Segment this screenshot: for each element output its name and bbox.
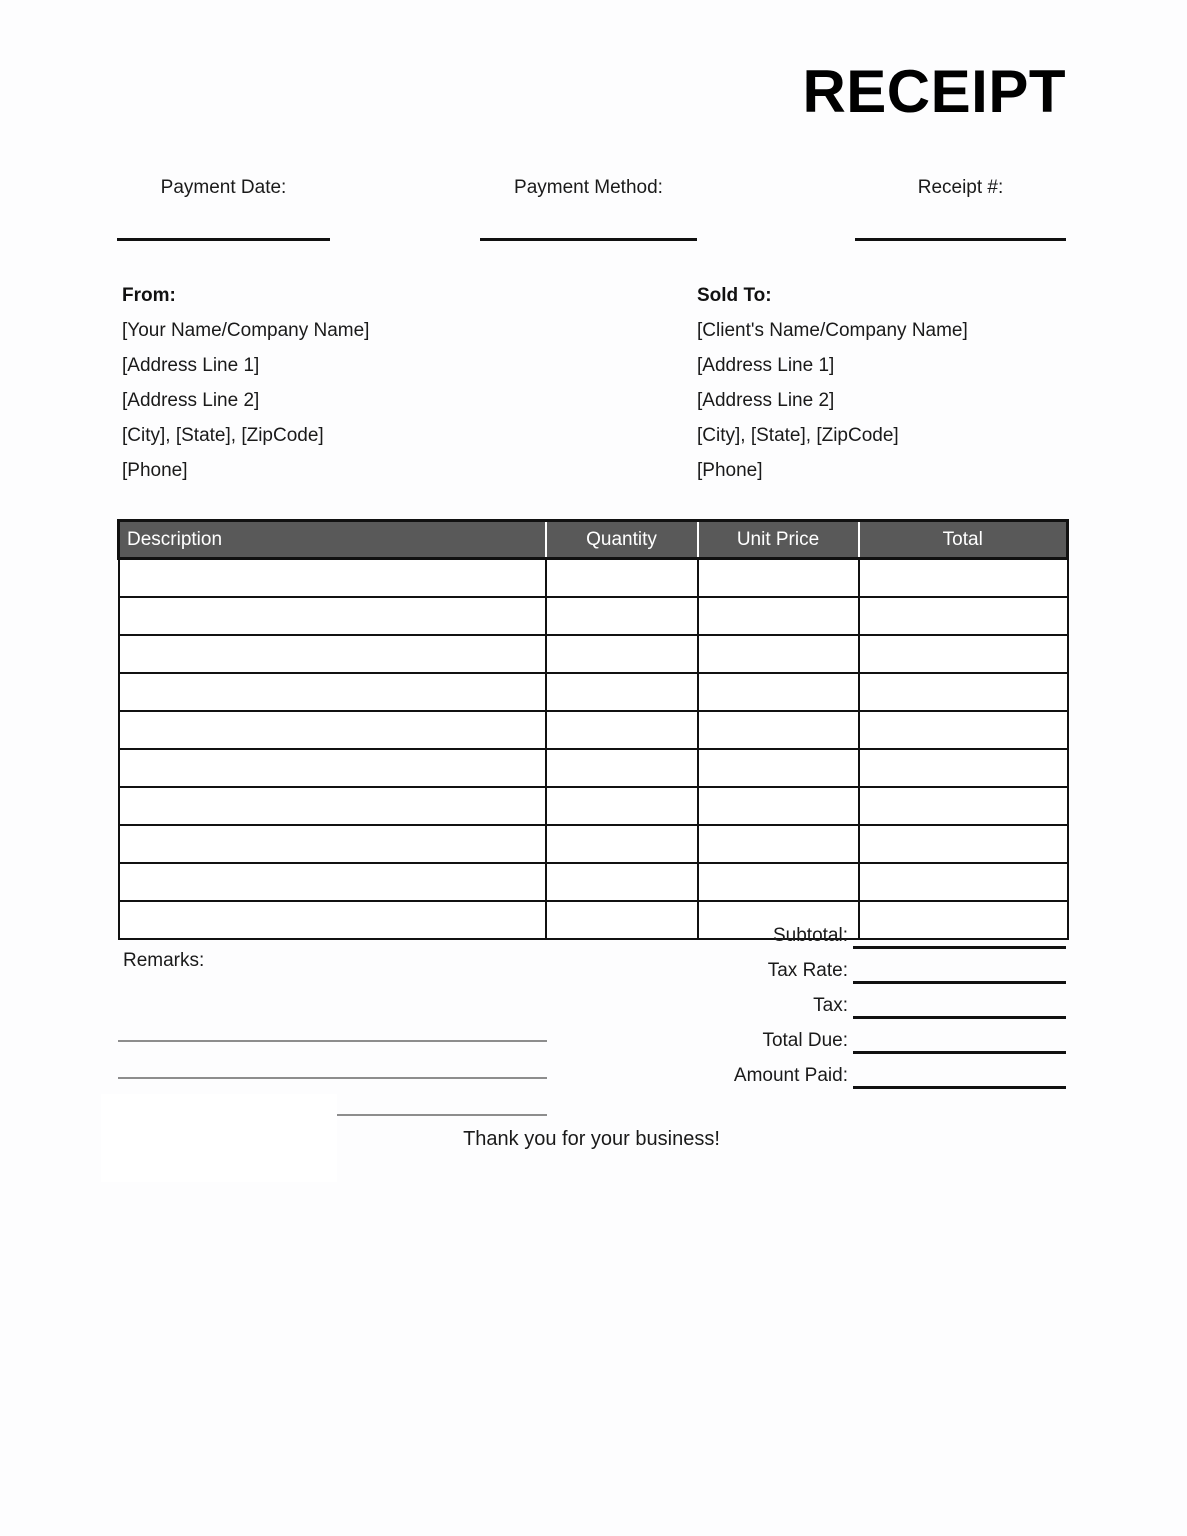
cell-quantity[interactable]: [546, 825, 698, 863]
amount-paid-row: [617, 1054, 1066, 1089]
sold-to-block: [697, 278, 1066, 488]
total-due-label: Total Due:: [762, 1030, 848, 1051]
column-header-description: Description: [119, 521, 546, 559]
table-row[interactable]: [119, 673, 1068, 711]
sold-to-line-3: [Address Line 2]: [697, 390, 835, 411]
remarks-line-2[interactable]: [118, 1042, 547, 1079]
cell-total[interactable]: [859, 673, 1068, 711]
cell-quantity[interactable]: [546, 749, 698, 787]
title-row: [117, 58, 1066, 125]
total-due-row: [617, 1019, 1066, 1054]
sold-to-line-5: [Phone]: [697, 460, 763, 481]
column-header-total: Total: [859, 521, 1068, 559]
cell-total[interactable]: [859, 559, 1068, 598]
remarks-label: Remarks:: [123, 950, 205, 971]
table-row[interactable]: [119, 863, 1068, 901]
page-title: RECEIPT: [802, 58, 1066, 125]
payment-method-input-rule[interactable]: [480, 238, 697, 241]
footer: [117, 1126, 1066, 1152]
from-line-4: [City], [State], [ZipCode]: [122, 425, 324, 446]
cell-description[interactable]: [119, 635, 546, 673]
table-row[interactable]: [119, 787, 1068, 825]
totals-section: [617, 914, 1066, 1089]
cell-total[interactable]: [859, 825, 1068, 863]
cell-quantity[interactable]: [546, 787, 698, 825]
from-line-1: [Your Name/Company Name]: [122, 320, 370, 341]
amount-paid-label: Amount Paid:: [733, 1065, 848, 1086]
tax-rate-row: [617, 949, 1066, 984]
cell-quantity[interactable]: [546, 635, 698, 673]
table-row[interactable]: [119, 559, 1068, 598]
cell-quantity[interactable]: [546, 597, 698, 635]
receipt-number-input-rule[interactable]: [855, 238, 1066, 241]
cell-total[interactable]: [859, 787, 1068, 825]
cell-unit-price[interactable]: [698, 673, 859, 711]
table-header-row: [119, 521, 1068, 559]
cell-unit-price[interactable]: [698, 787, 859, 825]
receipt-number-label: Receipt #:: [917, 177, 1004, 198]
subtotal-label: Subtotal:: [773, 925, 848, 946]
payment-method-label: Payment Method:: [514, 177, 663, 198]
tax-rate-value[interactable]: [853, 955, 1066, 984]
tax-row: [617, 984, 1066, 1019]
cell-description[interactable]: [119, 597, 546, 635]
payment-date-label: Payment Date:: [160, 177, 287, 198]
table-row[interactable]: [119, 711, 1068, 749]
tax-label: Tax:: [813, 995, 848, 1016]
cell-unit-price[interactable]: [698, 749, 859, 787]
cell-description[interactable]: [119, 749, 546, 787]
receipt-number-field[interactable]: [855, 176, 1066, 200]
table-row[interactable]: [119, 597, 1068, 635]
sold-to-line-2: [Address Line 1]: [697, 355, 835, 376]
payment-date-field[interactable]: [117, 176, 330, 200]
remarks-line-1[interactable]: [118, 1005, 547, 1042]
table-row[interactable]: [119, 749, 1068, 787]
column-header-quantity: Quantity: [546, 521, 698, 559]
subtotal-value[interactable]: [853, 920, 1066, 949]
subtotal-row: [617, 914, 1066, 949]
line-items-body: [119, 559, 1068, 940]
cell-description[interactable]: [119, 673, 546, 711]
cell-quantity[interactable]: [546, 863, 698, 901]
from-heading: From:: [122, 285, 176, 306]
cell-description[interactable]: [119, 901, 546, 939]
tax-rate-label: Tax Rate:: [767, 960, 848, 981]
amount-paid-value[interactable]: [853, 1060, 1066, 1089]
from-line-5: [Phone]: [122, 460, 188, 481]
line-items-table: [117, 519, 1069, 940]
table-row[interactable]: [119, 825, 1068, 863]
table-row[interactable]: [119, 635, 1068, 673]
cell-quantity[interactable]: [546, 673, 698, 711]
cell-total[interactable]: [859, 749, 1068, 787]
cell-total[interactable]: [859, 863, 1068, 901]
tax-value[interactable]: [853, 990, 1066, 1019]
cell-total[interactable]: [859, 711, 1068, 749]
from-line-2: [Address Line 1]: [122, 355, 260, 376]
sold-to-line-4: [City], [State], [ZipCode]: [697, 425, 899, 446]
total-due-value[interactable]: [853, 1025, 1066, 1054]
payment-date-input-rule[interactable]: [117, 238, 330, 241]
cell-quantity[interactable]: [546, 559, 698, 598]
cell-unit-price[interactable]: [698, 711, 859, 749]
cell-quantity[interactable]: [546, 711, 698, 749]
cell-description[interactable]: [119, 559, 546, 598]
cell-unit-price[interactable]: [698, 825, 859, 863]
remarks-section: [117, 949, 547, 973]
sold-to-line-1: [Client's Name/Company Name]: [697, 320, 968, 341]
cell-total[interactable]: [859, 597, 1068, 635]
cell-description[interactable]: [119, 787, 546, 825]
cell-unit-price[interactable]: [698, 597, 859, 635]
cell-unit-price[interactable]: [698, 559, 859, 598]
thank-you-message: Thank you for your business!: [463, 1128, 720, 1150]
cell-description[interactable]: [119, 711, 546, 749]
payment-meta-row: [117, 176, 1066, 248]
cell-description[interactable]: [119, 863, 546, 901]
from-block: [122, 278, 642, 488]
cell-unit-price[interactable]: [698, 863, 859, 901]
cell-total[interactable]: [859, 635, 1068, 673]
cell-description[interactable]: [119, 825, 546, 863]
sold-to-heading: Sold To:: [697, 285, 772, 306]
payment-method-field[interactable]: [480, 176, 697, 200]
cell-unit-price[interactable]: [698, 635, 859, 673]
from-line-3: [Address Line 2]: [122, 390, 260, 411]
column-header-unit-price: Unit Price: [698, 521, 859, 559]
